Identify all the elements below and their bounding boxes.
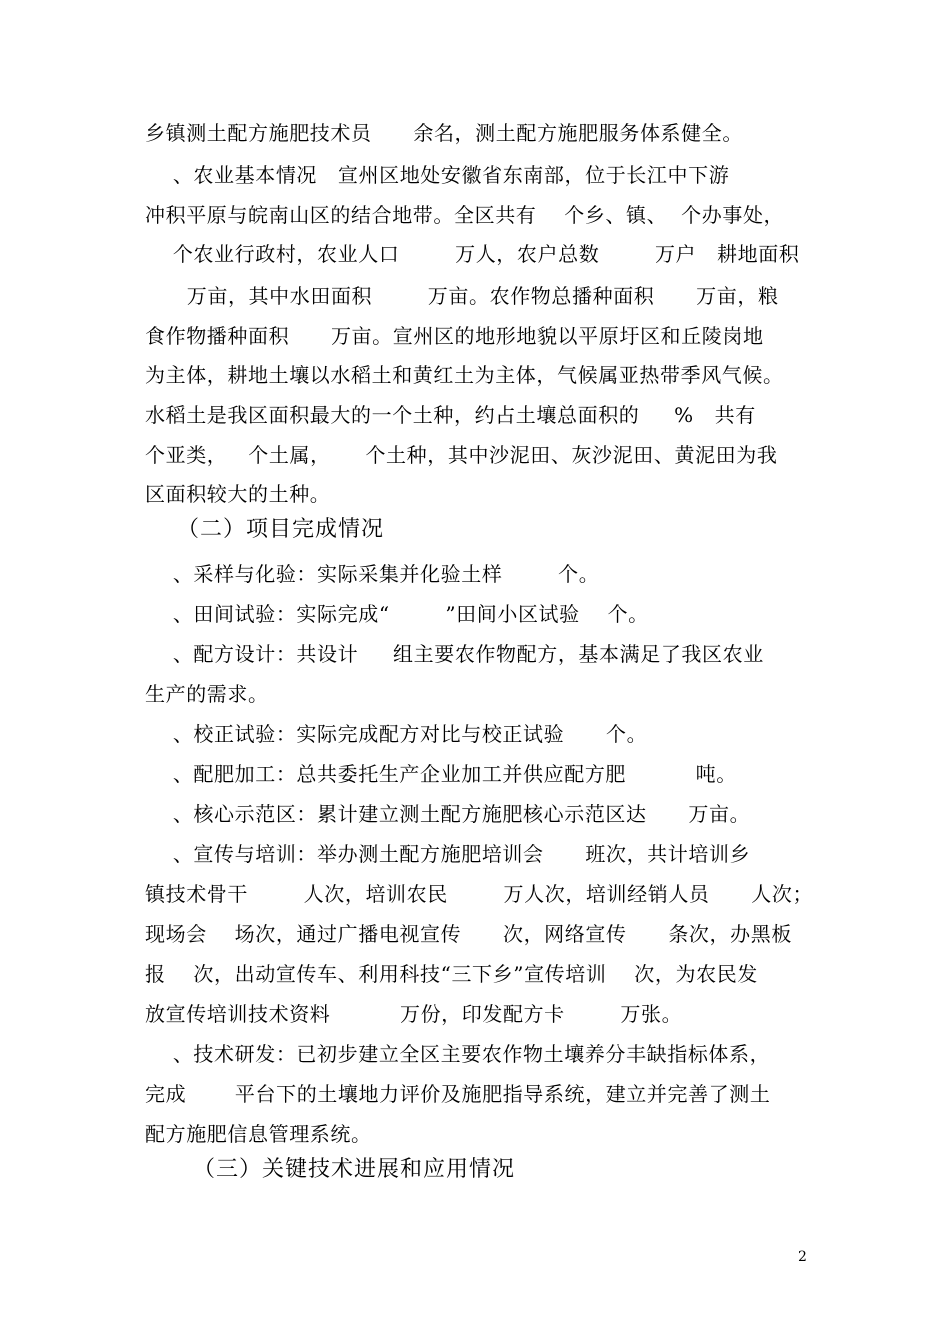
text-line: 报 次，出动宣传车、利用科技“三下乡”宣传培训 次，为农民发 — [145, 962, 758, 986]
text-line: 个亚类， 个土属， 个土种，其中沙泥田、灰沙泥田、黄泥田为我 — [145, 443, 778, 467]
text-line: 镇技术骨干 人次，培训农民 万人次，培训经销人员 人次； — [145, 882, 814, 906]
page-number: 2 — [798, 1249, 807, 1265]
text-line: 万亩，其中水田面积 万亩。农作物总播种面积 万亩，粮 — [145, 284, 779, 308]
text-line: 为主体，耕地土壤以水稻土和黄红土为主体，气候属亚热带季风气候。 — [145, 363, 784, 387]
text-line: 、田间试验：实际完成“ ”田间小区试验 个。 — [145, 602, 649, 626]
text-line: 、宣传与培训：举办测土配方施肥培训会 班次，共计培训乡 — [145, 842, 751, 866]
section-heading: （三）关键技术进展和应用情况 — [145, 1157, 515, 1182]
section-heading: （二）项目完成情况 — [145, 517, 384, 542]
text-line: 、配方设计：共设计 组主要农作物配方，基本满足了我区农业 — [145, 642, 764, 666]
text-line: 区面积较大的土种。 — [145, 482, 331, 506]
text-line: 现场会 场次，通过广播电视宣传 次，网络宣传 条次，办黑板 — [145, 922, 792, 946]
text-line: 食作物播种面积 万亩。宣州区的地形地貌以平原圩区和丘陵岗地 — [145, 324, 764, 348]
text-line: 个农业行政村，农业人口 万人，农户总数 万户 耕地面积 — [145, 242, 800, 266]
text-line: 生产的需求。 — [145, 682, 269, 706]
text-line: 、核心示范区：累计建立测土配方施肥核心示范区达 万亩。 — [145, 802, 751, 826]
text-line: 完成 平台下的土壤地力评价及施肥指导系统，建立并完善了测土 — [145, 1082, 771, 1106]
text-line: 、配肥加工：总共委托生产企业加工并供应配方肥 吨。 — [145, 762, 737, 786]
text-line: 乡镇测土配方施肥技术员 余名，测土配方施肥服务体系健全。 — [145, 121, 743, 145]
text-line: 冲积平原与皖南山区的结合地带。全区共有 个乡、镇、 个办事处， — [145, 203, 785, 227]
text-line: 、采样与化验：实际采集并化验土样 个。 — [145, 562, 600, 586]
text-line: 、校正试验：实际完成配方对比与校正试验 个。 — [145, 722, 648, 746]
text-line: 配方施肥信息管理系统。 — [145, 1122, 372, 1146]
text-line: 放宣传培训技术资料 万份，印发配方卡 万张。 — [145, 1002, 683, 1026]
text-line: 、农业基本情况 宣州区地处安徽省东南部，位于长江中下游 — [145, 163, 730, 187]
text-line: 、技术研发：已初步建立全区主要农作物土壤养分丰缺指标体系， — [145, 1042, 771, 1066]
text-line: 水稻土是我区面积最大的一个土种，约占土壤总面积的 % 共有 — [145, 403, 756, 427]
